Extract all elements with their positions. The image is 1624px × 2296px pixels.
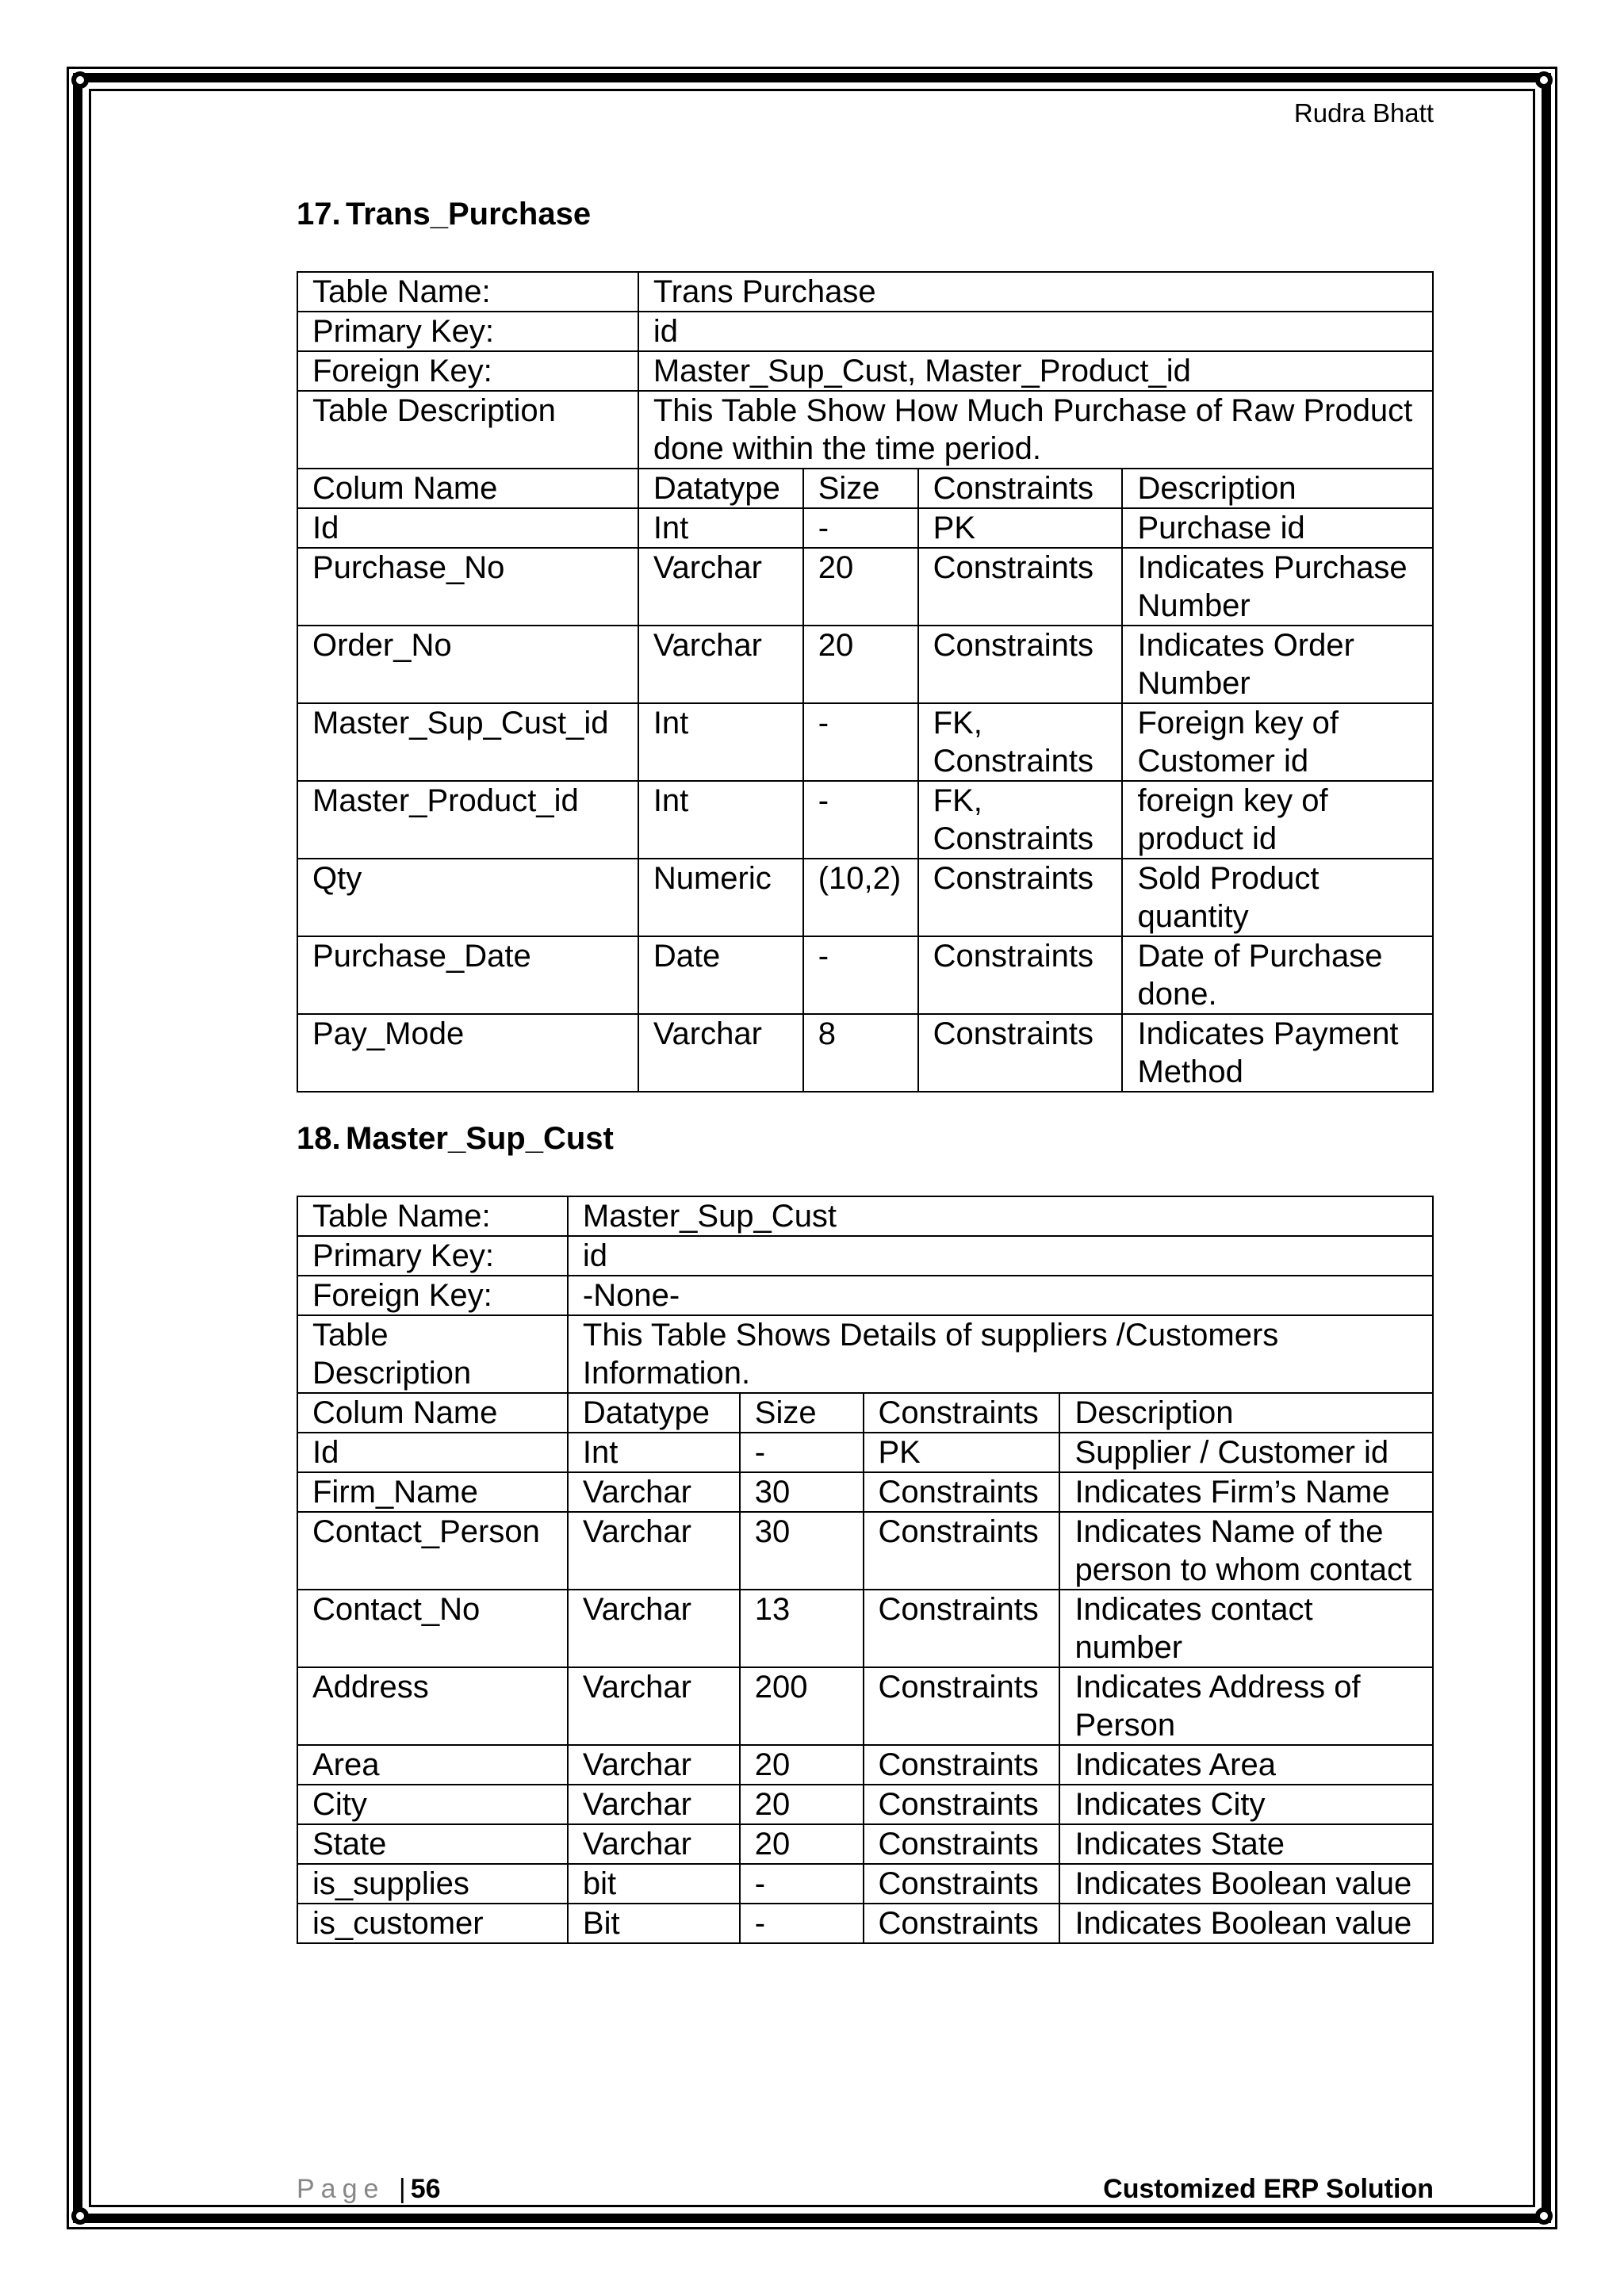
- table-row: [297, 1433, 1433, 1472]
- table-cell: Varchar: [568, 1512, 740, 1590]
- table-row: [297, 1472, 1433, 1512]
- table-cell: Varchar: [568, 1824, 740, 1864]
- header-author: Rudra Bhatt: [1293, 98, 1434, 128]
- table-cell: 30: [740, 1472, 864, 1512]
- column-header: Constraints: [918, 469, 1123, 508]
- table-cell: 20: [740, 1745, 864, 1785]
- table-row: [297, 1590, 1433, 1667]
- table-cell: Date: [638, 936, 803, 1014]
- table-cell: Constraints: [864, 1785, 1060, 1824]
- table-body: [297, 508, 1433, 1092]
- footer-page-label: [297, 2174, 441, 2205]
- table-cell: Varchar: [568, 1590, 740, 1667]
- table-cell: City: [297, 1785, 568, 1824]
- meta-value: id: [638, 312, 1433, 351]
- table-cell: Varchar: [568, 1785, 740, 1824]
- corner-ornament-top-right: [1535, 71, 1553, 89]
- table-cell: -: [803, 703, 918, 781]
- table-cell: Qty: [297, 859, 638, 936]
- table-cell: 8: [803, 1014, 918, 1092]
- table-cell: Purchase_No: [297, 548, 638, 626]
- table-cell: Purchase id: [1122, 508, 1433, 548]
- section-number: 17.: [297, 197, 341, 232]
- table-cell: Varchar: [638, 626, 803, 703]
- table-cell: (10,2): [803, 859, 918, 936]
- table-cell: Master_Sup_Cust_id: [297, 703, 638, 781]
- table-row: [297, 781, 1433, 859]
- table-row: [297, 1014, 1433, 1092]
- meta-value: Trans Purchase: [638, 272, 1433, 312]
- table-row: [297, 936, 1433, 1014]
- table-cell: Constraints: [864, 1590, 1060, 1667]
- column-header: Datatype: [638, 469, 803, 508]
- table-cell: Supplier / Customer id: [1059, 1433, 1433, 1472]
- table-row: [297, 1904, 1433, 1943]
- table-cell: -: [740, 1433, 864, 1472]
- table-cell: Firm_Name: [297, 1472, 568, 1512]
- meta-row-foreign-key: [297, 1276, 1433, 1315]
- table-cell: Contact_No: [297, 1590, 568, 1667]
- table-cell: Sold Product quantity: [1122, 859, 1433, 936]
- meta-value: This Table Show How Much Purchase of Raw Product done within the time period.: [638, 391, 1433, 469]
- table-row: [297, 548, 1433, 626]
- table-cell: Constraints: [864, 1904, 1060, 1943]
- table-row: [297, 1667, 1433, 1745]
- table-cell: Foreign key of Customer id: [1122, 703, 1433, 781]
- table-cell: Constraints: [864, 1864, 1060, 1904]
- table-cell: Varchar: [568, 1667, 740, 1745]
- table-cell: Indicates contact number: [1059, 1590, 1433, 1667]
- table-cell: Constraints: [918, 936, 1123, 1014]
- column-header: Size: [740, 1393, 864, 1433]
- section-title: Master_Sup_Cust: [346, 1121, 614, 1156]
- table-cell: -: [740, 1864, 864, 1904]
- footer-document-title: Customized ERP Solution: [1103, 2174, 1434, 2204]
- table-cell: Pay_Mode: [297, 1014, 638, 1092]
- table-cell: Indicates Purchase Number: [1122, 548, 1433, 626]
- table-cell: FK, Constraints: [918, 703, 1123, 781]
- table-cell: Constraints: [918, 1014, 1123, 1092]
- corner-ornament-bottom-right: [1535, 2207, 1553, 2225]
- table-body: [297, 1433, 1433, 1943]
- table-cell: foreign key of product id: [1122, 781, 1433, 859]
- table-row: [297, 859, 1433, 936]
- table-cell: Int: [638, 781, 803, 859]
- table-cell: Varchar: [568, 1472, 740, 1512]
- table-cell: bit: [568, 1864, 740, 1904]
- meta-row-description: [297, 391, 1433, 469]
- table-cell: Indicates Boolean value: [1059, 1904, 1433, 1943]
- table-cell: -: [803, 508, 918, 548]
- meta-value: Master_Sup_Cust, Master_Product_id: [638, 351, 1433, 391]
- meta-row-description: [297, 1315, 1433, 1393]
- table-cell: Master_Product_id: [297, 781, 638, 859]
- table-cell: Order_No: [297, 626, 638, 703]
- meta-label: Primary Key:: [297, 1236, 568, 1276]
- table-cell: 20: [803, 548, 918, 626]
- table-cell: Constraints: [864, 1745, 1060, 1785]
- table-cell: 20: [803, 626, 918, 703]
- section-number: 18.: [297, 1121, 341, 1156]
- table-cell: Indicates Area: [1059, 1745, 1433, 1785]
- table-row: [297, 1512, 1433, 1590]
- table-cell: State: [297, 1824, 568, 1864]
- meta-value: Master_Sup_Cust: [568, 1196, 1433, 1236]
- meta-label: Table Name:: [297, 272, 638, 312]
- meta-label: Foreign Key:: [297, 351, 638, 391]
- table-cell: 20: [740, 1824, 864, 1864]
- column-header: Colum Name: [297, 1393, 568, 1433]
- meta-row-foreign-key: [297, 351, 1433, 391]
- meta-label: Table Name:: [297, 1196, 568, 1236]
- table-cell: Int: [638, 508, 803, 548]
- section-heading-trans-purchase: [297, 197, 591, 232]
- table-cell: Varchar: [638, 548, 803, 626]
- table-cell: is_customer: [297, 1904, 568, 1943]
- table-cell: Address: [297, 1667, 568, 1745]
- table-cell: Id: [297, 508, 638, 548]
- column-header: Description: [1122, 469, 1433, 508]
- table-cell: Indicates State: [1059, 1824, 1433, 1864]
- table-cell: FK, Constraints: [918, 781, 1123, 859]
- table-row: [297, 1785, 1433, 1824]
- meta-label: Table Description: [297, 391, 638, 469]
- column-header: Datatype: [568, 1393, 740, 1433]
- table-cell: -: [803, 936, 918, 1014]
- section-title: Trans_Purchase: [346, 197, 592, 232]
- table-cell: Indicates Payment Method: [1122, 1014, 1433, 1092]
- column-header-row: [297, 469, 1433, 508]
- table-cell: Varchar: [638, 1014, 803, 1092]
- table-trans-purchase: [297, 271, 1434, 1093]
- table-cell: Constraints: [864, 1472, 1060, 1512]
- column-header: Constraints: [864, 1393, 1060, 1433]
- column-header: Colum Name: [297, 469, 638, 508]
- table-cell: 20: [740, 1785, 864, 1824]
- table-cell: 200: [740, 1667, 864, 1745]
- corner-ornament-bottom-left: [71, 2207, 89, 2225]
- meta-row-table-name: [297, 272, 1433, 312]
- table-cell: Constraints: [918, 626, 1123, 703]
- table-row: [297, 508, 1433, 548]
- table-cell: Purchase_Date: [297, 936, 638, 1014]
- table-cell: Numeric: [638, 859, 803, 936]
- table-row: [297, 1864, 1433, 1904]
- table-cell: Date of Purchase done.: [1122, 936, 1433, 1014]
- table-cell: is_supplies: [297, 1864, 568, 1904]
- table-cell: -: [740, 1904, 864, 1943]
- table-master-sup-cust: [297, 1196, 1434, 1944]
- footer-page-word: Page: [297, 2174, 385, 2204]
- section-heading-master-sup-cust: [297, 1121, 614, 1157]
- meta-value: This Table Shows Details of suppliers /Customers Information.: [568, 1315, 1433, 1393]
- footer-separator: |: [398, 2174, 406, 2204]
- table-cell: Int: [638, 703, 803, 781]
- meta-value: -None-: [568, 1276, 1433, 1315]
- table-cell: PK: [864, 1433, 1060, 1472]
- meta-value: id: [568, 1236, 1433, 1276]
- column-header-row: [297, 1393, 1433, 1433]
- table-cell: Constraints: [918, 548, 1123, 626]
- table-cell: Int: [568, 1433, 740, 1472]
- footer-page-number: 56: [410, 2174, 441, 2204]
- table-cell: Indicates Order Number: [1122, 626, 1433, 703]
- meta-row-table-name: [297, 1196, 1433, 1236]
- meta-row-primary-key: [297, 1236, 1433, 1276]
- table-cell: Id: [297, 1433, 568, 1472]
- meta-label: Foreign Key:: [297, 1276, 568, 1315]
- column-header: Size: [803, 469, 918, 508]
- table-cell: -: [803, 781, 918, 859]
- table-cell: Indicates Boolean value: [1059, 1864, 1433, 1904]
- corner-ornament-top-left: [71, 71, 89, 89]
- table-cell: Varchar: [568, 1745, 740, 1785]
- table-row: [297, 626, 1433, 703]
- table-cell: Area: [297, 1745, 568, 1785]
- table-cell: 30: [740, 1512, 864, 1590]
- table-row: [297, 1745, 1433, 1785]
- meta-label: Table Description: [297, 1315, 568, 1393]
- table-cell: Indicates Firm’s Name: [1059, 1472, 1433, 1512]
- table-cell: Bit: [568, 1904, 740, 1943]
- table-row: [297, 1824, 1433, 1864]
- table-cell: Constraints: [918, 859, 1123, 936]
- table-cell: 13: [740, 1590, 864, 1667]
- table-cell: Indicates Address of Person: [1059, 1667, 1433, 1745]
- table-row: [297, 703, 1433, 781]
- table-cell: Constraints: [864, 1512, 1060, 1590]
- column-header: Description: [1059, 1393, 1433, 1433]
- table-cell: Constraints: [864, 1667, 1060, 1745]
- table-cell: Contact_Person: [297, 1512, 568, 1590]
- table-cell: Indicates Name of the person to whom contact: [1059, 1512, 1433, 1590]
- meta-label: Primary Key:: [297, 312, 638, 351]
- meta-row-primary-key: [297, 312, 1433, 351]
- table-cell: PK: [918, 508, 1123, 548]
- table-cell: Indicates City: [1059, 1785, 1433, 1824]
- table-cell: Constraints: [864, 1824, 1060, 1864]
